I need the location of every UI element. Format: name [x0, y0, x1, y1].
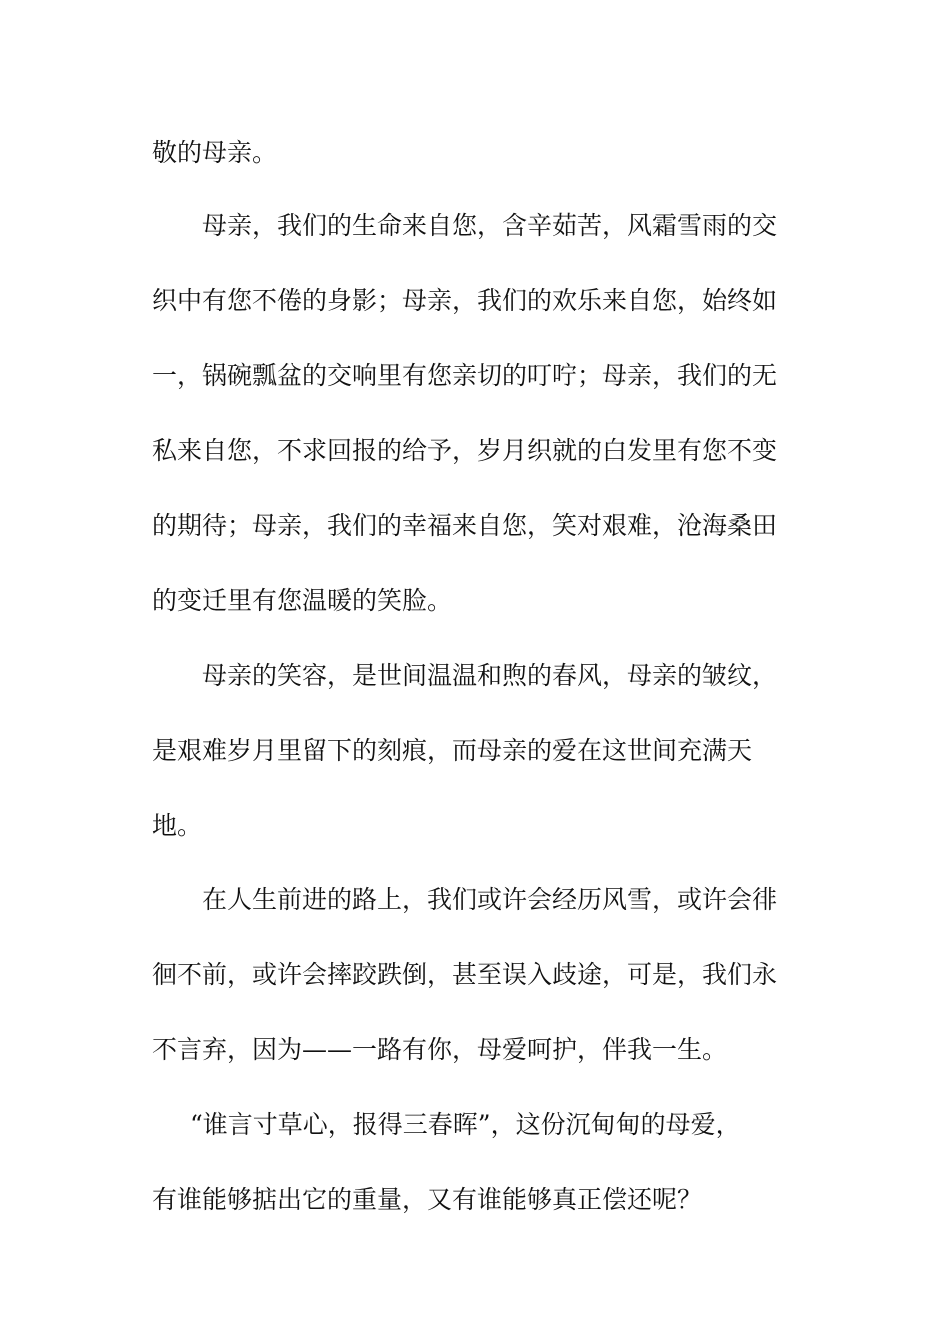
- text-line: 地。: [152, 811, 203, 840]
- text-line: 有谁能够掂出它的重量，又有谁能够真正偿还呢？: [152, 1185, 703, 1214]
- text-line: 织中有您不倦的身影；母亲，我们的欢乐来自您，始终如: [152, 286, 778, 315]
- paragraph-first-line: 在人生前进的路上，我们或许会经历风雪，或许会徘: [202, 885, 778, 914]
- paragraph-first-line: 母亲，我们的生命来自您，含辛茹苦，风霜雪雨的交: [202, 211, 778, 240]
- text-line: 是艰难岁月里留下的刻痕，而母亲的爱在这世间充满天: [152, 736, 753, 765]
- text-line: 敬的母亲。: [152, 138, 278, 167]
- text-line: 不言弃，因为——一路有你，母爱呵护，伴我一生。: [152, 1035, 728, 1064]
- paragraph-first-line: 母亲的笑容，是世间温温和煦的春风，母亲的皱纹，: [202, 661, 778, 690]
- text-line: 一，锅碗瓢盆的交响里有您亲切的叮咛；母亲，我们的无: [152, 361, 778, 390]
- text-line: 私来自您，不求回报的给予，岁月织就的白发里有您不变: [152, 436, 778, 465]
- text-line: 的变迁里有您温暖的笑脸。: [152, 586, 453, 615]
- paragraph-first-line: “谁言寸草心，报得三春晖”，这份沉甸甸的母爱，: [190, 1110, 741, 1139]
- text-line: 的期待；母亲，我们的幸福来自您，笑对艰难，沧海桑田: [152, 511, 778, 540]
- text-line: 徊不前，或许会摔跤跌倒，甚至误入歧途，可是，我们永: [152, 960, 778, 989]
